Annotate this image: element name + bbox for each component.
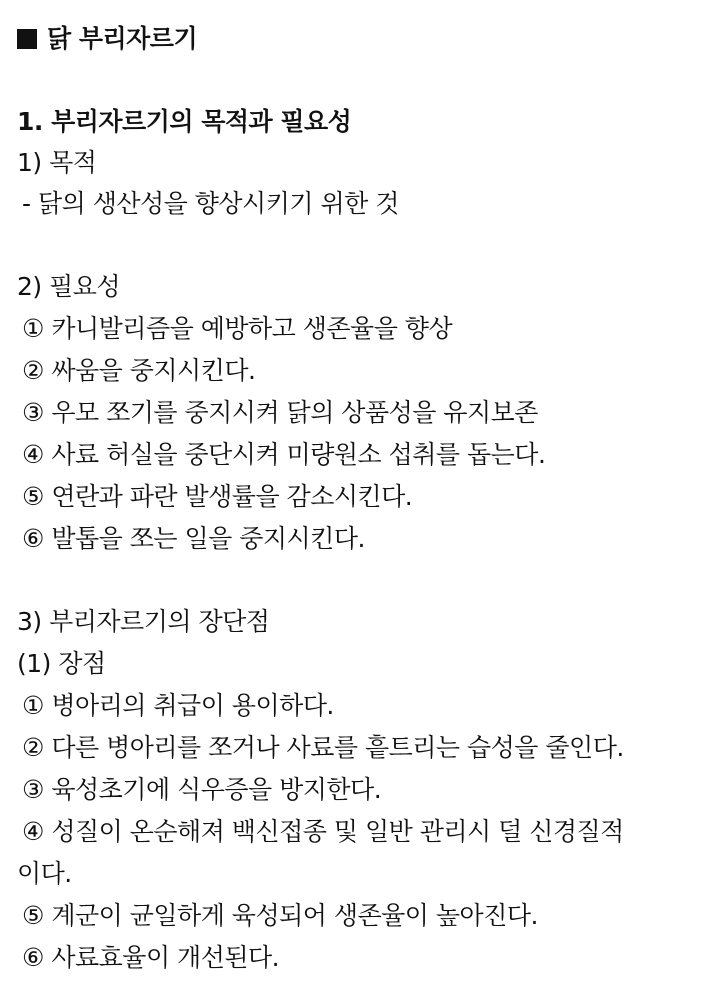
- document-title-line: [17, 22, 197, 56]
- necessity-item: ① 카니발리즘을 예방하고 생존율을 향상: [22, 314, 453, 343]
- advantage-item: ④ 성질이 온순해져 백신접종 및 일반 관리시 덜 신경질적: [22, 817, 624, 846]
- advantage-item: ⑥ 사료효율이 개선된다.: [22, 943, 280, 972]
- purpose-heading: 1) 목적: [17, 148, 97, 177]
- necessity-item: ⑥ 발톱을 쪼는 일을 중지시킨다.: [22, 524, 365, 553]
- advantage-item: ① 병아리의 취급이 용이하다.: [22, 691, 334, 720]
- advantages-heading: (1) 장점: [17, 649, 106, 678]
- necessity-heading: 2) 필요성: [17, 272, 121, 301]
- advantage-item: ③ 육성초기에 식우증을 방지한다.: [22, 775, 382, 804]
- necessity-item: ⑤ 연란과 파란 발생률을 감소시킨다.: [22, 482, 413, 511]
- advantage-item: ⑤ 계군이 균일하게 육성되어 생존율이 높아진다.: [22, 901, 538, 930]
- necessity-item: ③ 우모 쪼기를 중지시켜 닭의 상품성을 유지보존: [22, 398, 538, 427]
- black-square-bullet-icon: [17, 29, 37, 49]
- section-heading: 1. 부리자르기의 목적과 필요성: [17, 107, 352, 136]
- document-title: 닭 부리자르기: [47, 24, 198, 53]
- advantage-item-continuation: 이다.: [17, 859, 72, 888]
- necessity-item: ② 싸움을 중지시킨다.: [22, 356, 256, 385]
- advantage-item: ② 다른 병아리를 쪼거나 사료를 흩트리는 습성을 줄인다.: [22, 733, 624, 762]
- necessity-item: ④ 사료 허실을 중단시켜 미량원소 섭취를 돕는다.: [22, 440, 546, 469]
- purpose-item: - 닭의 생산성을 향상시키기 위한 것: [22, 189, 399, 218]
- pros-cons-heading: 3) 부리자르기의 장단점: [17, 607, 270, 636]
